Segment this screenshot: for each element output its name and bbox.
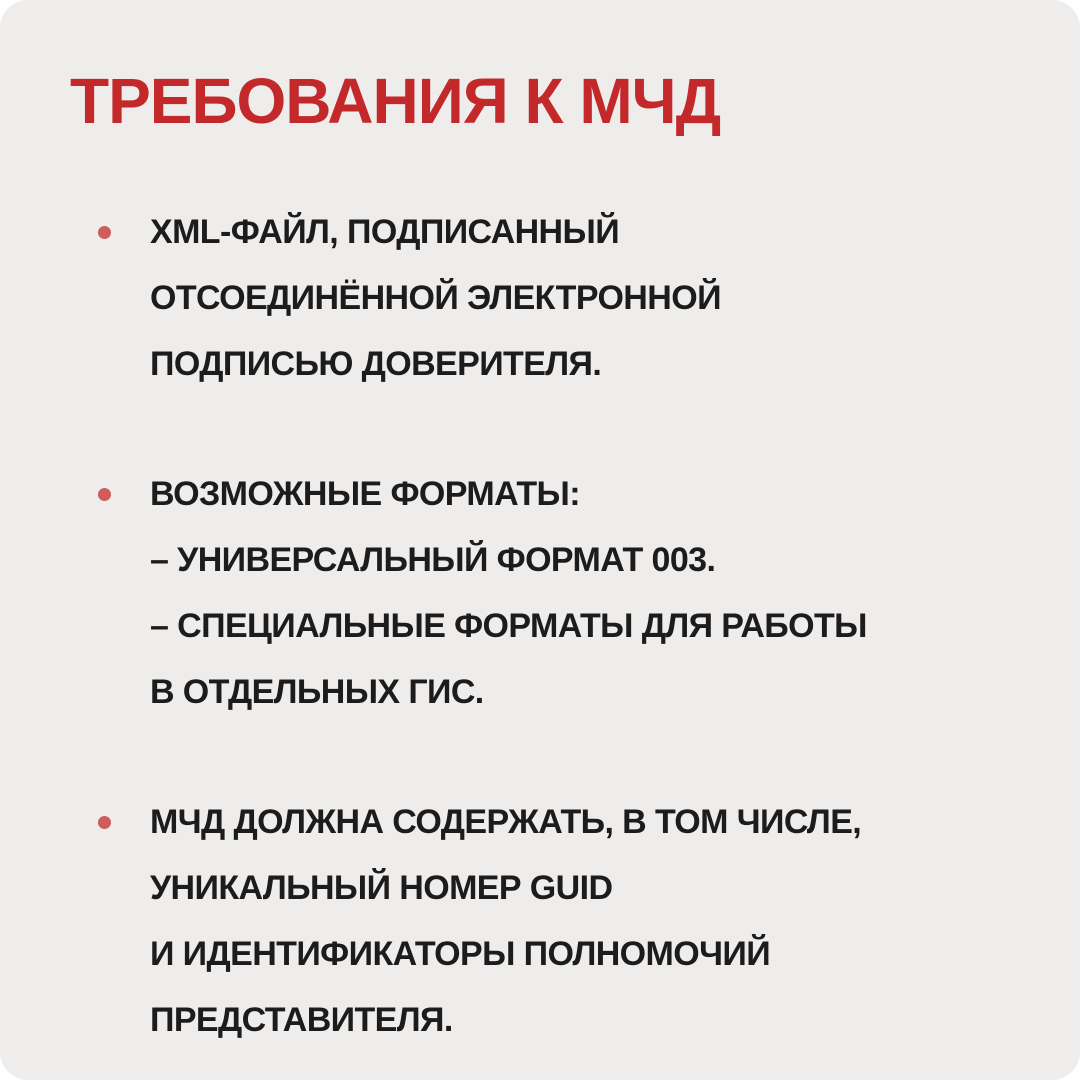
text-line: УНИКАЛЬНЫЙ НОМЕР GUID <box>150 869 613 907</box>
list-item-text <box>150 199 721 397</box>
page-title: ТРЕБОВАНИЯ К МЧД <box>70 65 721 137</box>
text-line: В ОТДЕЛЬНЫХ ГИС. <box>150 673 484 711</box>
text-line: ПРЕДСТАВИТЕЛЯ. <box>150 1001 453 1039</box>
text-line: ОТСОЕДИНЁННОЙ ЭЛЕКТРОННОЙ <box>150 279 721 317</box>
text-line: – УНИВЕРСАЛЬНЫЙ ФОРМАТ 003. <box>150 541 716 579</box>
text-line: ВОЗМОЖНЫЕ ФОРМАТЫ: <box>150 475 580 513</box>
text-line: И ИДЕНТИФИКАТОРЫ ПОЛНОМОЧИЙ <box>150 935 771 973</box>
bullet-dot-icon <box>98 226 111 239</box>
text-line: – СПЕЦИАЛЬНЫЕ ФОРМАТЫ ДЛЯ РАБОТЫ <box>150 607 867 645</box>
list-item-text <box>150 789 861 1053</box>
list-item-text <box>150 461 867 725</box>
text-line: XML-ФАЙЛ, ПОДПИСАННЫЙ <box>150 213 620 251</box>
bullet-dot-icon <box>98 488 111 501</box>
text-line: ПОДПИСЬЮ ДОВЕРИТЕЛЯ. <box>150 345 602 383</box>
text-line: МЧД ДОЛЖНА СОДЕРЖАТЬ, В ТОМ ЧИСЛЕ, <box>150 803 862 841</box>
bullet-dot-icon <box>98 816 111 829</box>
